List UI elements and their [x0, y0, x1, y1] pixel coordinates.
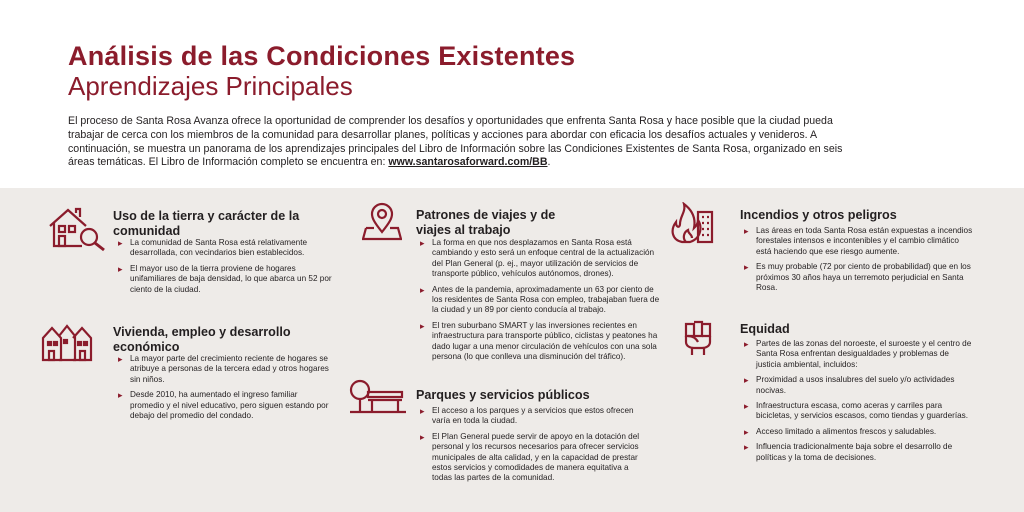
list-item: ▸ La comunidad de Santa Rosa está relativamente desarrollada, con vecindarios bien establecidos.	[118, 238, 332, 259]
section-list-parks	[420, 406, 650, 489]
list-item: ▸ La forma en que nos desplazamos en Santa Rosa está cambiando y esto será un enfoque central de la actualización del Plan General (p. ej., mayor utilización de servicios de transporte público, vehículos autónomos, drones).	[420, 238, 660, 280]
list-item: ▸ La mayor parte del crecimiento reciente de hogares se atribuye a personas de la tercera edad y otros hogares sin niños.	[118, 354, 332, 385]
section-title-parks: Parques y servicios públicos	[416, 388, 590, 402]
section-title-land-use: Uso de la tierra y carácter de la comunidad	[113, 209, 300, 238]
page-subtitle: Aprendizajes Principales	[68, 71, 353, 101]
map-pin-icon	[362, 202, 402, 242]
list-item: ▸ Desde 2010, ha aumentado el ingreso familiar promedio y el nivel educativo, pero siguen estando por debajo del promedio del condado.	[118, 390, 332, 421]
park-bench-icon	[348, 378, 408, 414]
key-learnings-panel	[0, 188, 1024, 512]
page-header	[68, 42, 968, 101]
raised-fist-icon	[678, 316, 718, 356]
section-list-land-use	[118, 238, 332, 300]
booklet-link[interactable]: www.santarosaforward.com/BB	[388, 156, 548, 169]
list-item: ▸ El tren suburbano SMART y las inversiones recientes en infraestructura para transporte público, ciclistas y peatones ha dado lugar a una menor circulación de vehículos con una sola persona (lo que conlleva una disminución del tráfico).	[420, 321, 660, 363]
intro-paragraph	[68, 115, 868, 170]
list-item: ▸ El Plan General puede servir de apoyo en la dotación del personal y los recursos necesarios para ofrecer servicios municipales de alta calidad, y en la capacidad de prestar estos servicios y comodidades de manera equitativa a todas las partes de la comunidad.	[420, 432, 650, 484]
section-title-travel-text: Patrones de viajes y de viajes al trabajo	[416, 208, 556, 237]
section-title-housing: Vivienda, empleo y desarrollo económico	[113, 325, 291, 354]
section-list-equity	[744, 339, 976, 468]
section-title-fire: Incendios y otros peligros	[740, 208, 897, 222]
list-item: ▸ Partes de las zonas del noroeste, el suroeste y el centro de Santa Rosa enfrentan desigualdades y problemas de justicia ambiental, incluidos:	[744, 339, 976, 370]
section-list-fire	[744, 226, 976, 298]
fire-building-icon	[668, 202, 714, 244]
section-title-travel-block	[416, 208, 586, 238]
list-item: ▸ Acceso limitado a alimentos frescos y saludables.	[744, 427, 976, 437]
section-list-travel	[420, 238, 660, 367]
list-item: ▸ Infraestructura escasa, como aceras y carriles para bicicletas, y servicios escasos, como tiendas y guarderías.	[744, 401, 976, 422]
section-list-housing	[118, 354, 332, 426]
page-title: Análisis de las Condiciones Existentes	[68, 41, 576, 71]
list-item: ▸ El mayor uso de la tierra proviene de hogares unifamiliares de baja densidad, lo que abarca un 52 por ciento de la ciudad.	[118, 264, 332, 295]
list-item: ▸ Antes de la pandemia, aproximadamente un 63 por ciento de los residentes de Santa Rosa con empleo, trabajaban fuera de la ciudad y un 89 por ciento conducía al trabajo.	[420, 285, 660, 316]
list-item: ▸ Es muy probable (72 por ciento de probabilidad) que en los próximos 30 años haya un terremoto perjudicial en Santa Rosa.	[744, 262, 976, 293]
list-item: ▸ Proximidad a usos insalubres del suelo y/o actividades nocivas.	[744, 375, 976, 396]
list-item: ▸ Influencia tradicionalmente baja sobre el desarrollo de políticas y la toma de decisiones.	[744, 442, 976, 463]
intro-text: El proceso de Santa Rosa Avanza ofrece la oportunidad de comprender los desafíos y oportunidades que enfrenta Santa Rosa y hace posible que la ciudad pueda trabajar de cerca con los miembros de la comunidad para desarrollar planes, políticas y acciones para abordar con eficacia los desafíos actuales y venideros. A continuación, se muestra un panorama de los aprendizajes principales del Libro de Información sobre las Condiciones Existentes de Santa Rosa, organizado en seis áreas temáticas. El Libro de Información completo se encuentra en:	[68, 115, 843, 169]
houses-icon	[40, 322, 94, 364]
section-title-equity: Equidad	[740, 322, 790, 336]
list-item: ▸ Las áreas en toda Santa Rosa están expuestas a incendios forestales intensos e incontenibles y el cambio climático está haciendo que ese riesgo aumente.	[744, 226, 976, 257]
house-magnifier-icon	[46, 204, 108, 252]
intro-end: .	[547, 156, 551, 169]
list-item: ▸ El acceso a los parques y a servicios que estos ofrecen varía en toda la ciudad.	[420, 406, 650, 427]
